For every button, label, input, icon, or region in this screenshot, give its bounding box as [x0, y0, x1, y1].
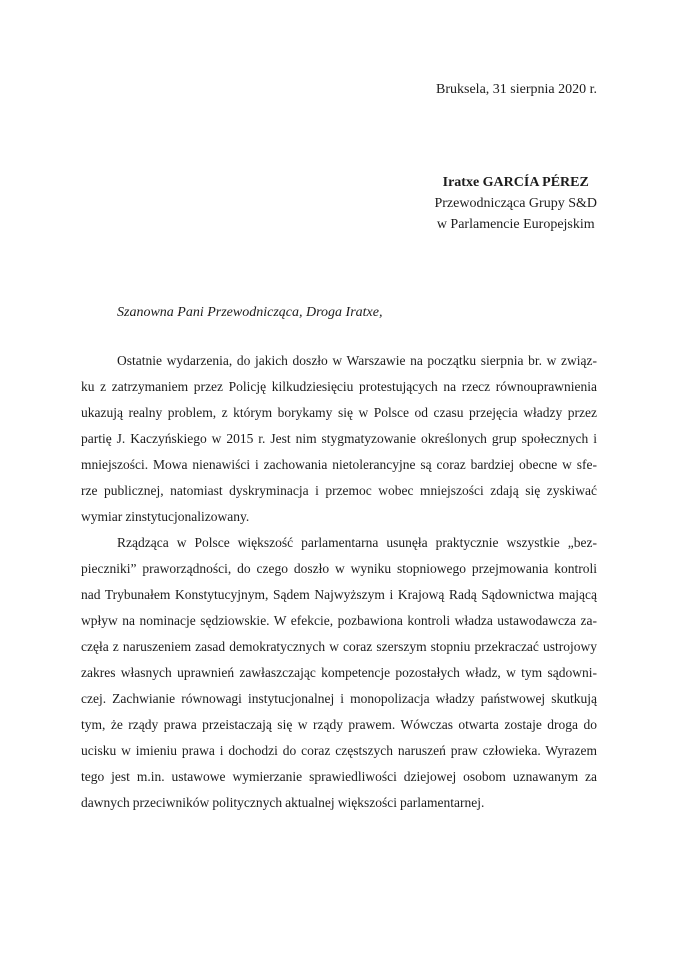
body-text-line: nad Trybunałem Konstytucyjnym, Sądem Najwyższym i Krajową Radą Sądownictwa mającą [81, 587, 597, 602]
body-text-line: pieczniki” praworządności, do czego doszło w wyniku stopniowego przejmowania kontroli [81, 561, 597, 576]
recipient-title: Przewodnicząca Grupy S&D [434, 196, 597, 211]
body-text-line: partię J. Kaczyńskiego w 2015 r. Jest nim stygmatyzowanie określonych grup społecznych i [81, 431, 597, 446]
recipient-block-wrap [81, 172, 597, 235]
body-text-line: tego jest m.in. ustawowe wymierzanie sprawiedliwości dziejowej osobom uznawanym za [81, 769, 597, 784]
body-text-line: częła z naruszeniem zasad demokratycznych w coraz szerszym stopniu przekraczać ustrojowy [81, 639, 597, 654]
body-text-line: zakres własnych uprawnień zawłaszczając kompetencje pozostałych władz, w tym sądowni- [81, 665, 597, 680]
body-text-line: ku z zatrzymaniem przez Policję kilkudziesięciu protestujących na rzecz równouprawnienia [81, 379, 597, 394]
recipient-organization: w Parlamencie Europejskim [436, 217, 595, 232]
letter-body [81, 348, 597, 816]
body-text-line: wymiar zinstytucjonalizowany. [81, 509, 250, 524]
body-text-line: czej. Zachwianie równowagi instytucjonalnej i monopolizacja władzy państwowej skutkują [81, 691, 597, 706]
body-text-line: ucisku w imieniu prawa i dochodzi do coraz częstszych naruszeń praw człowieka. Wyrazem [81, 743, 597, 758]
salutation: Szanowna Pani Przewodnicząca, Droga Iratxe, [117, 305, 383, 320]
recipient-block [434, 172, 597, 235]
body-text-line: Ostatnie wydarzenia, do jakich doszło w Warszawie na początku sierpnia br. w związ- [117, 353, 597, 368]
recipient-name: Iratxe GARCÍA PÉREZ [442, 175, 589, 190]
body-text-line: mniejszości. Mowa nienawiści i zachowania nietolerancyjne są coraz bardziej obecne w sfe- [81, 457, 597, 472]
body-text-line: dawnych przeciwników politycznych aktualnej większości parlamentarnej. [81, 795, 485, 810]
body-text-line: wpływ na nominacje sędziowskie. W efekcie, pozbawiona kontroli władza ustawodawcza za- [81, 613, 597, 628]
body-text-line: Rządząca w Polsce większość parlamentarna usunęła praktycznie wszystkie „bez- [117, 535, 597, 550]
body-text-line: rze publicznej, natomiast dyskryminacja i przemoc wobec mniejszości zdają się zyskiwać [81, 483, 597, 498]
date-line: Bruksela, 31 sierpnia 2020 r. [436, 82, 597, 97]
body-text-line: tym, że rządy prawa przeistaczają się w rządy prawem. Wówczas otwarta zostaje droga do [81, 717, 597, 732]
body-text-line: ukazują realny problem, z którym borykamy się w Polsce od czasu przejęcia władzy przez [81, 405, 597, 420]
